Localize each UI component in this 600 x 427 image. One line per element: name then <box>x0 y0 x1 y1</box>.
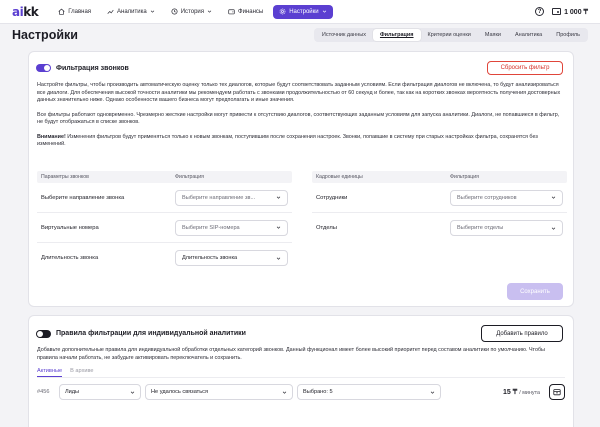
warning-text: Изменения фильтров будут применяться только к новым звонкам, поступившим после сохранения настроек. Звонки, попавшие в систему при старых настройках фильтра, сохранятся без изменений. <box>37 133 538 147</box>
help-icon[interactable]: ? <box>535 7 544 16</box>
chart-icon <box>107 8 114 15</box>
call-filter-toggle[interactable] <box>36 64 51 72</box>
save-button[interactable]: Сохранить <box>507 283 563 300</box>
row-label-departments: Отделы <box>316 225 337 231</box>
warning-label: Внимание! <box>37 133 66 140</box>
rule-criteria-value: Выбрано: 5 <box>303 389 333 395</box>
column-header-staff: Кадровые единицы <box>316 174 363 180</box>
filter-row <box>312 183 567 213</box>
call-filter-header <box>29 52 573 75</box>
home-icon <box>58 8 65 15</box>
rules-subtabs <box>29 368 573 377</box>
reset-filter-button[interactable]: Сбросить фильтр <box>487 61 563 75</box>
filter-warning <box>29 134 573 149</box>
rule-id: #456 <box>37 389 50 395</box>
nav-item-settings[interactable] <box>273 5 332 19</box>
call-filter-title: Фильтрация звонков <box>56 64 129 72</box>
chevron-down-icon <box>207 9 212 14</box>
chevron-down-icon <box>276 225 281 230</box>
wallet-icon <box>552 8 561 15</box>
duration-select-value: Длительность звонка <box>182 255 238 261</box>
sip-select-value: Выберите SIP-номера <box>182 224 240 231</box>
archive-icon <box>553 388 561 396</box>
app-logo[interactable] <box>12 5 38 19</box>
rule-price-unit: / минута <box>519 390 540 396</box>
chevron-down-icon <box>276 256 281 261</box>
employees-select[interactable] <box>450 190 563 206</box>
custom-rules-description: Добавьте дополнительные правила для индивидуальной обработки отдельных категорий звонков. Данный функционал имеет более высокий приоритет перед составом аналитики по умолчанию. Чтобы правила начали работать, не забудьте активировать переключатель и сохранить. <box>37 347 545 361</box>
call-filter-card <box>28 51 574 307</box>
filter-row <box>37 183 292 213</box>
tab-data-source[interactable]: Источник данных <box>321 32 366 38</box>
row-label-duration: Длительность звонка <box>41 255 99 261</box>
nav-item-analytics[interactable] <box>101 5 161 19</box>
page-title: Настройки <box>12 28 78 42</box>
tab-analytics[interactable]: Аналитика <box>515 32 543 38</box>
nav-label-home: Главная <box>68 8 92 15</box>
custom-rules-card <box>28 315 574 427</box>
balance-display[interactable] <box>552 8 588 16</box>
gear-icon <box>279 8 286 15</box>
custom-rules-toggle[interactable] <box>36 330 51 338</box>
nav-label-finance: Финансы <box>238 8 264 15</box>
filter-row <box>312 213 567 243</box>
rule-price <box>503 388 540 396</box>
call-params-column <box>37 171 292 273</box>
filter-row <box>37 213 292 243</box>
direction-select-value: Выберите направление зв... <box>182 194 256 201</box>
chevron-down-icon <box>551 226 556 231</box>
departments-select-value: Выберите отделы <box>457 225 504 231</box>
wallet-icon <box>228 8 235 15</box>
tab-archived-rules[interactable]: В архиве <box>70 368 94 374</box>
rule-status-value: Не удалось связаться <box>151 389 208 395</box>
filter-description: Настройте фильтры, чтобы производить автоматическую оценку только тех диалогов, которые будут соответствовать заданным условиям. Если фильтрация диалогов не включена, то будут анализироваться все диалоги. Для обеспечения высокой точности аналитики мы рекомендуем работать с звонками продолжительностью от 60 секунд и более, так как на коротких звонках вероятность получения достоверных данных значительно ниже. Однако особенности вашего бизнеса могут предполагать и иные значения. <box>37 82 561 103</box>
duration-select[interactable] <box>175 250 288 266</box>
custom-rules-header <box>29 316 573 342</box>
balance-value: 1 000 ₸ <box>564 8 588 16</box>
tab-filtering[interactable]: Фильтрация <box>373 29 421 41</box>
row-label-virtual-numbers: Виртуальные номера <box>41 224 99 231</box>
rule-criteria-select[interactable] <box>297 384 441 400</box>
tab-profile[interactable]: Профиль <box>556 32 580 38</box>
logo-text-kk: kk <box>23 4 39 19</box>
divider <box>37 377 565 378</box>
staff-units-header <box>312 171 567 183</box>
nav-label-analytics: Аналитика <box>117 8 147 15</box>
chevron-down-icon <box>130 390 135 395</box>
filter-note: Все фильтры работают одновременно. Чрезмерно жесткие настройки могут привести к отсутствию диалогов, соответствующих заданным условиям для запуска аналитики. Диалоги, не попавшиеся в фильтр, не будут отображаться в списке звонков. <box>37 111 560 125</box>
employees-select-value: Выберите сотрудников <box>457 194 517 201</box>
main-nav <box>52 5 332 19</box>
nav-label-history: История <box>180 8 205 15</box>
filter-grid <box>37 171 567 273</box>
history-icon <box>171 8 178 15</box>
filter-row <box>37 243 292 273</box>
direction-select[interactable] <box>175 190 288 206</box>
call-params-header <box>37 171 292 183</box>
rule-status-select[interactable] <box>145 384 293 400</box>
top-navigation-bar <box>0 0 600 24</box>
chevron-down-icon <box>276 195 281 200</box>
sip-select[interactable] <box>175 220 288 236</box>
chevron-down-icon <box>150 9 155 14</box>
tab-evaluation-criteria[interactable]: Критерии оценки <box>427 32 471 38</box>
nav-item-finance[interactable] <box>222 5 269 19</box>
nav-item-history[interactable] <box>165 5 218 19</box>
rule-category-value: Лиды <box>65 389 80 395</box>
chevron-down-icon <box>282 390 287 395</box>
nav-item-home[interactable] <box>52 5 97 19</box>
tab-active-rules[interactable]: Активные <box>37 368 62 377</box>
row-label-employees: Сотрудники <box>316 194 348 201</box>
nav-label-settings: Настройки <box>289 8 319 15</box>
column-header-filtering: Фильтрация <box>175 174 204 180</box>
add-rule-button[interactable]: Добавить правило <box>481 325 563 342</box>
chevron-down-icon <box>551 195 556 200</box>
list-item <box>29 384 573 400</box>
top-right-area <box>535 7 588 16</box>
tab-beacons[interactable]: Маяки <box>484 32 502 38</box>
column-header-params: Параметры звонков <box>41 174 89 180</box>
custom-rules-title: Правила фильтрации для индивидуальной аналитики <box>56 330 246 337</box>
rule-category-select[interactable] <box>59 384 141 400</box>
archive-rule-button[interactable] <box>549 384 565 400</box>
logo-text-ai: ai <box>12 4 24 19</box>
row-label-direction: Выберите направление звонка <box>41 194 125 201</box>
settings-tabs <box>314 28 588 42</box>
departments-select[interactable] <box>450 220 563 236</box>
staff-units-column <box>312 171 567 273</box>
chevron-down-icon <box>430 390 435 395</box>
chevron-down-icon <box>322 9 327 14</box>
column-header-filtering: Фильтрация <box>450 174 479 180</box>
rule-price-value: 15 ₸ <box>503 389 518 396</box>
